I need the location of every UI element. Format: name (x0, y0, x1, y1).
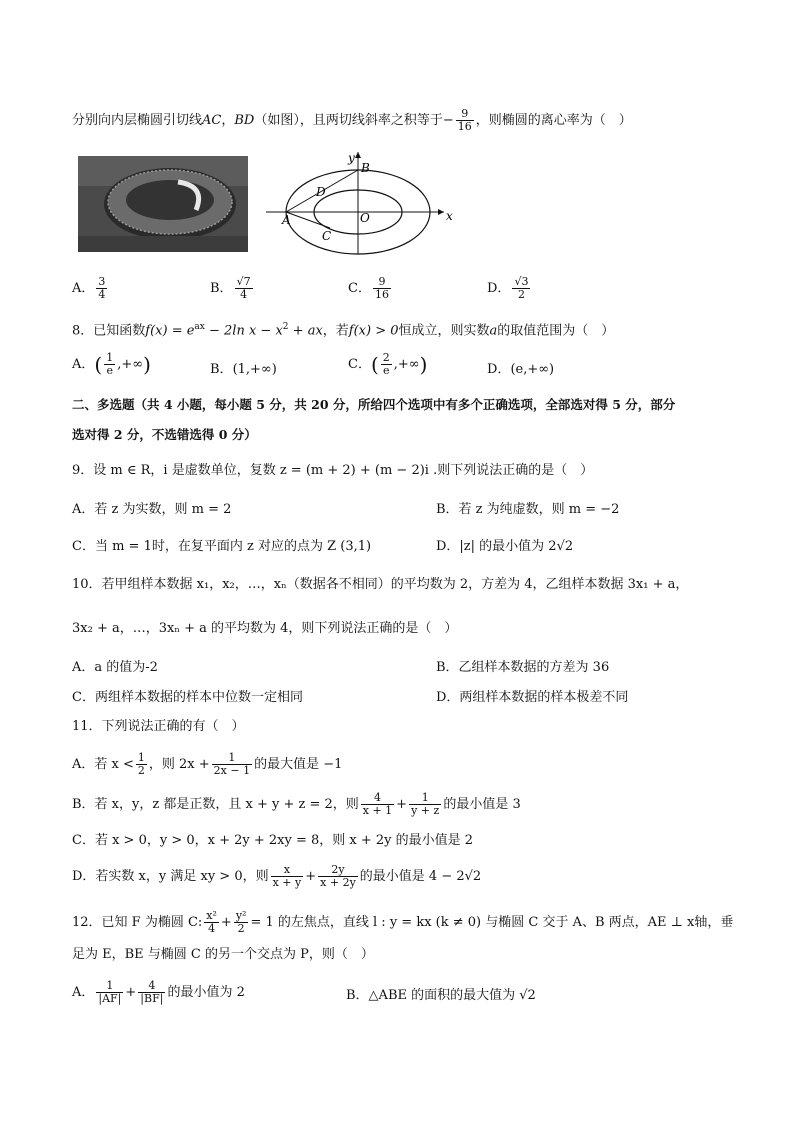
q12-option-b[interactable]: B．△ABE 的面积的最大值为 √2 (346, 988, 536, 1003)
q8-stem: 8．已知函数$f(x) = e^{ax} - 2\ln$ $x - x^2$ + ax，若f(x) > 0恒成立，则实数a的取值范围为（ ） (72, 322, 615, 339)
q10-stem-cont: 3x₂ + a，…，3xₙ + a 的平均数为 4，则下列说法正确的是（ ） (72, 621, 458, 636)
q8-option-b[interactable]: B．(1,+∞) (210, 362, 277, 377)
q9-option-d[interactable]: D．|z| 的最小值为 2√2 (436, 539, 574, 554)
q7-stem: 分别向内层椭圆引切线AC，BD（如图），且两切线斜率之积等于− $\frac{9}{16}$ ，则椭圆的离心率为（ ） (72, 107, 632, 133)
q9-option-b[interactable]: B．若 z 为纯虚数，则 m = −2 (436, 502, 620, 517)
q9-stem: 9．设 m ∈ R，i 是虚数单位，复数 z = (m + 2) + (m − 2)i .则下列说法正确的是（ ） (72, 463, 594, 478)
q11-option-b[interactable]: B．若 x，y，z 都是正数，且 x + y + z = 2，则 $\frac{4}{x + 1}$ + $\frac{1}{y + z}$ 的最小值是 3 (72, 791, 521, 817)
q12-option-a[interactable]: A． $\frac{1}{|AF|}$ + $\frac{4}{|BF|}$ 的最小值为 2 (72, 979, 245, 1005)
q11-option-c[interactable]: C．若 x > 0，y > 0，x + 2y + 2xy = 8，则 x + 2y 的最小值是 2 (72, 833, 474, 848)
ellipse-figure (262, 148, 452, 258)
q11-option-d[interactable]: D．若实数 x，y 满足 xy > 0，则 $\frac{x}{x + y}$ + $\frac{2y}{x + 2y}$ 的最小值是 4 − 2√2 (72, 863, 482, 889)
q8-option-a[interactable]: A．( $\frac{1}{e}$ ,+∞) (72, 351, 151, 377)
q11-option-a[interactable]: A．若 x < $\frac{1}{2}$ ，则 2x + $\frac{1}{2x - 1}$ 的最大值是 −1 (72, 751, 343, 777)
fig-label-C: C (322, 229, 332, 243)
q9-option-c[interactable]: C．当 m = 1时，在复平面内 z 对应的点为 Z (3,1) (72, 539, 372, 554)
q7-option-c[interactable]: C． $\frac{9}{16}$ (348, 275, 389, 301)
fig-label-y: y (348, 151, 355, 165)
q7-option-b[interactable]: B． $\frac{√7}{4}$ (210, 275, 251, 301)
fig-label-A: A (282, 213, 291, 227)
q7-option-a[interactable]: A． $\frac{3}{4}$ (72, 275, 106, 301)
q9-option-a[interactable]: A．若 z 为实数，则 m = 2 (72, 502, 232, 517)
fig-label-D: D (316, 185, 326, 199)
stadium-photo (78, 156, 248, 252)
q8-option-d[interactable]: D．(e,+∞) (487, 362, 555, 377)
q10-option-c[interactable]: C．两组样本数据的样本中位数一定相同 (72, 690, 303, 705)
q10-option-b[interactable]: B．乙组样本数据的方差为 36 (436, 660, 610, 675)
q12-stem-cont: 足为 E，BE 与椭圆 C 的另一个交点为 P，则（ ） (72, 947, 374, 962)
section2-heading-cont: 选对得 2 分，不选错选得 0 分） (72, 427, 257, 442)
q11-stem: 11．下列说法正确的有（ ） (72, 719, 245, 734)
q10-option-a[interactable]: A．a 的值为-2 (72, 660, 158, 675)
q7-option-d[interactable]: D． $\frac{√3}{2}$ (487, 275, 529, 301)
fig-label-x: x (446, 209, 453, 223)
fig-label-B: B (361, 161, 370, 175)
q10-option-d[interactable]: D．两组样本数据的样本极差不同 (436, 690, 629, 705)
section2-heading: 二、多选题（共 4 小题，每小题 5 分，共 20 分，所给四个选项中有多个正确选项，全部选对得 5 分，部分 (72, 397, 676, 412)
q8-option-c[interactable]: C．( $\frac{2}{e}$ ,+∞) (348, 351, 428, 377)
fig-label-O: O (360, 211, 370, 225)
q10-stem: 10．若甲组样本数据 x₁，x₂，…，xₙ（数据各不相同）的平均数为 2，方差为 4，乙组样本数据 3x₁ + a， (72, 577, 689, 592)
q12-stem: 12．已知 F 为椭圆 C: $\frac{\text{x²}}{4}$ + $\frac{\text{y²}}{2}$ = 1 的左焦点，直线 l : y = kx (k ≠ 0) 与椭圆 C 交于 A、B 两点，AE ⊥ x轴，垂 (72, 909, 734, 935)
